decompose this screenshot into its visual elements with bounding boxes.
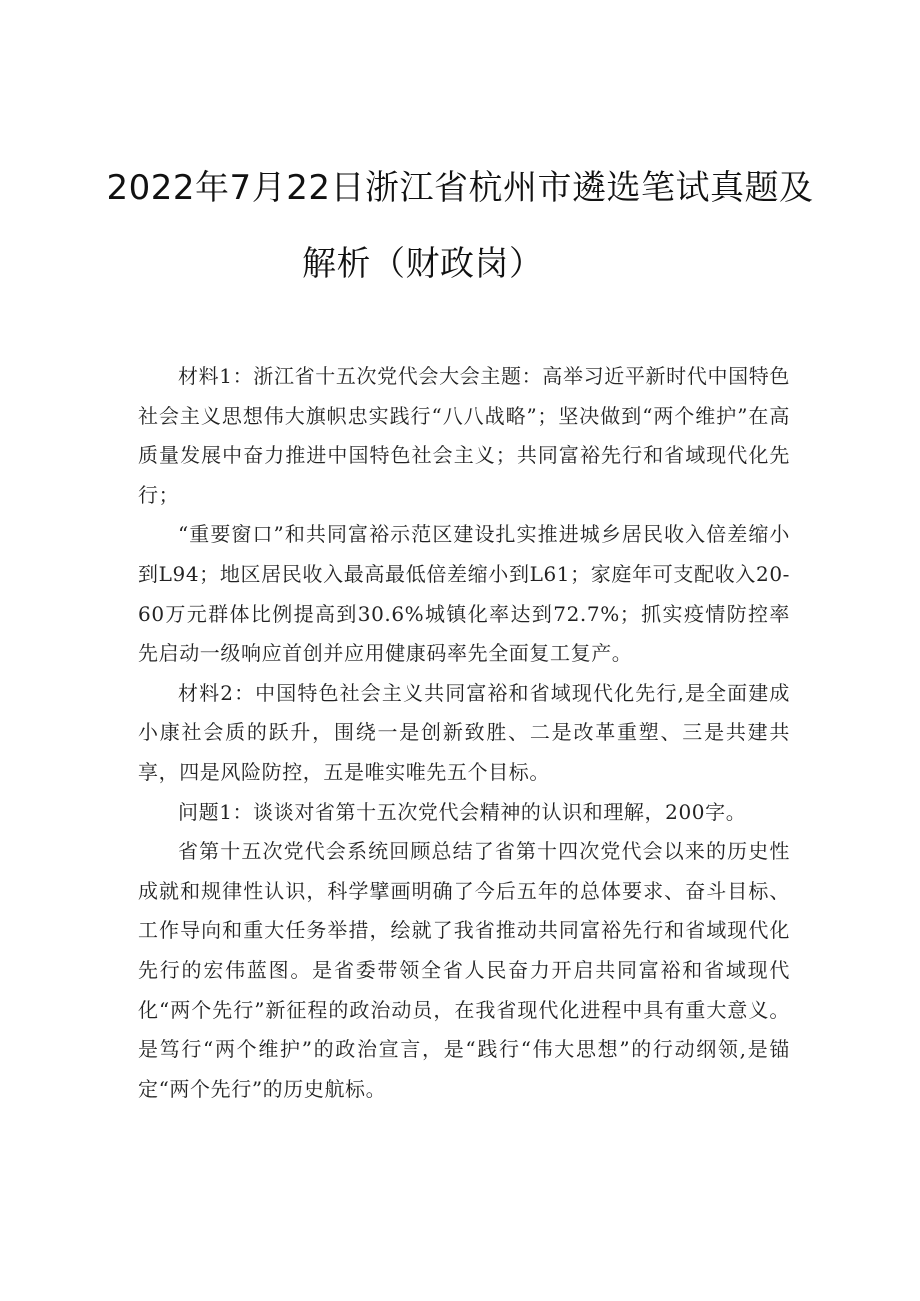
paragraph-question-1: 问题1：谈谈对省第十五次党代会精神的认识和理解，200字。	[178, 799, 747, 824]
paragraph-answer-1: 省第十五次党代会系统回顾总结了省第十四次党代会以来的历史性成就和规律性认识，科学擘画明确了今后五年的总体要求、奋斗目标、工作导向和重大任务举措，绘就了我省推动共同富裕先行和省域现代化先行的宏伟蓝图。是省委带领全省人民奋力开启共同富裕和省域现代化“两个先行”新征程的政治动员，在我省现代化进程中具有重大意义。是笃行“两个维护”的政治宣言，是“践行“伟大思想”的行动纲领,是锚定“两个先行”的历史航标。	[138, 839, 790, 1101]
document-title-line-1: 2022年7月22日浙江省杭州市遴选笔试真题及	[106, 168, 814, 208]
document-title-line-2: 解析（财政岗）	[302, 244, 544, 284]
paragraph-key-window: “重要窗口”和共同富裕示范区建设扎实推进城乡居民收入倍差缩小到L94；地区居民收入最高最低倍差缩小到L61；家庭年可支配收入20-60万元群体比例提高到30.6%城镇化率达到72.7%；抓实疫情防控率先启动一级响应首创并应用健康码率先全面复工复产。	[138, 522, 790, 666]
paragraph-material-2: 材料2：中国特色社会主义共同富裕和省域现代化先行,是全面建成小康社会质的跃升，围绕一是创新致胜、二是改革重塑、三是共建共享，四是风险防控，五是唯实唯先五个目标。	[138, 680, 790, 784]
document-body	[138, 357, 790, 1109]
paragraph-material-1: 材料1：浙江省十五次党代会大会主题：高举习近平新时代中国特色社会主义思想伟大旗帜忠实践行“八八战略”；坚决做到“两个维护”在高质量发展中奋力推进中国特色社会主义；共同富裕先行和省域现代化先行；	[138, 364, 790, 507]
